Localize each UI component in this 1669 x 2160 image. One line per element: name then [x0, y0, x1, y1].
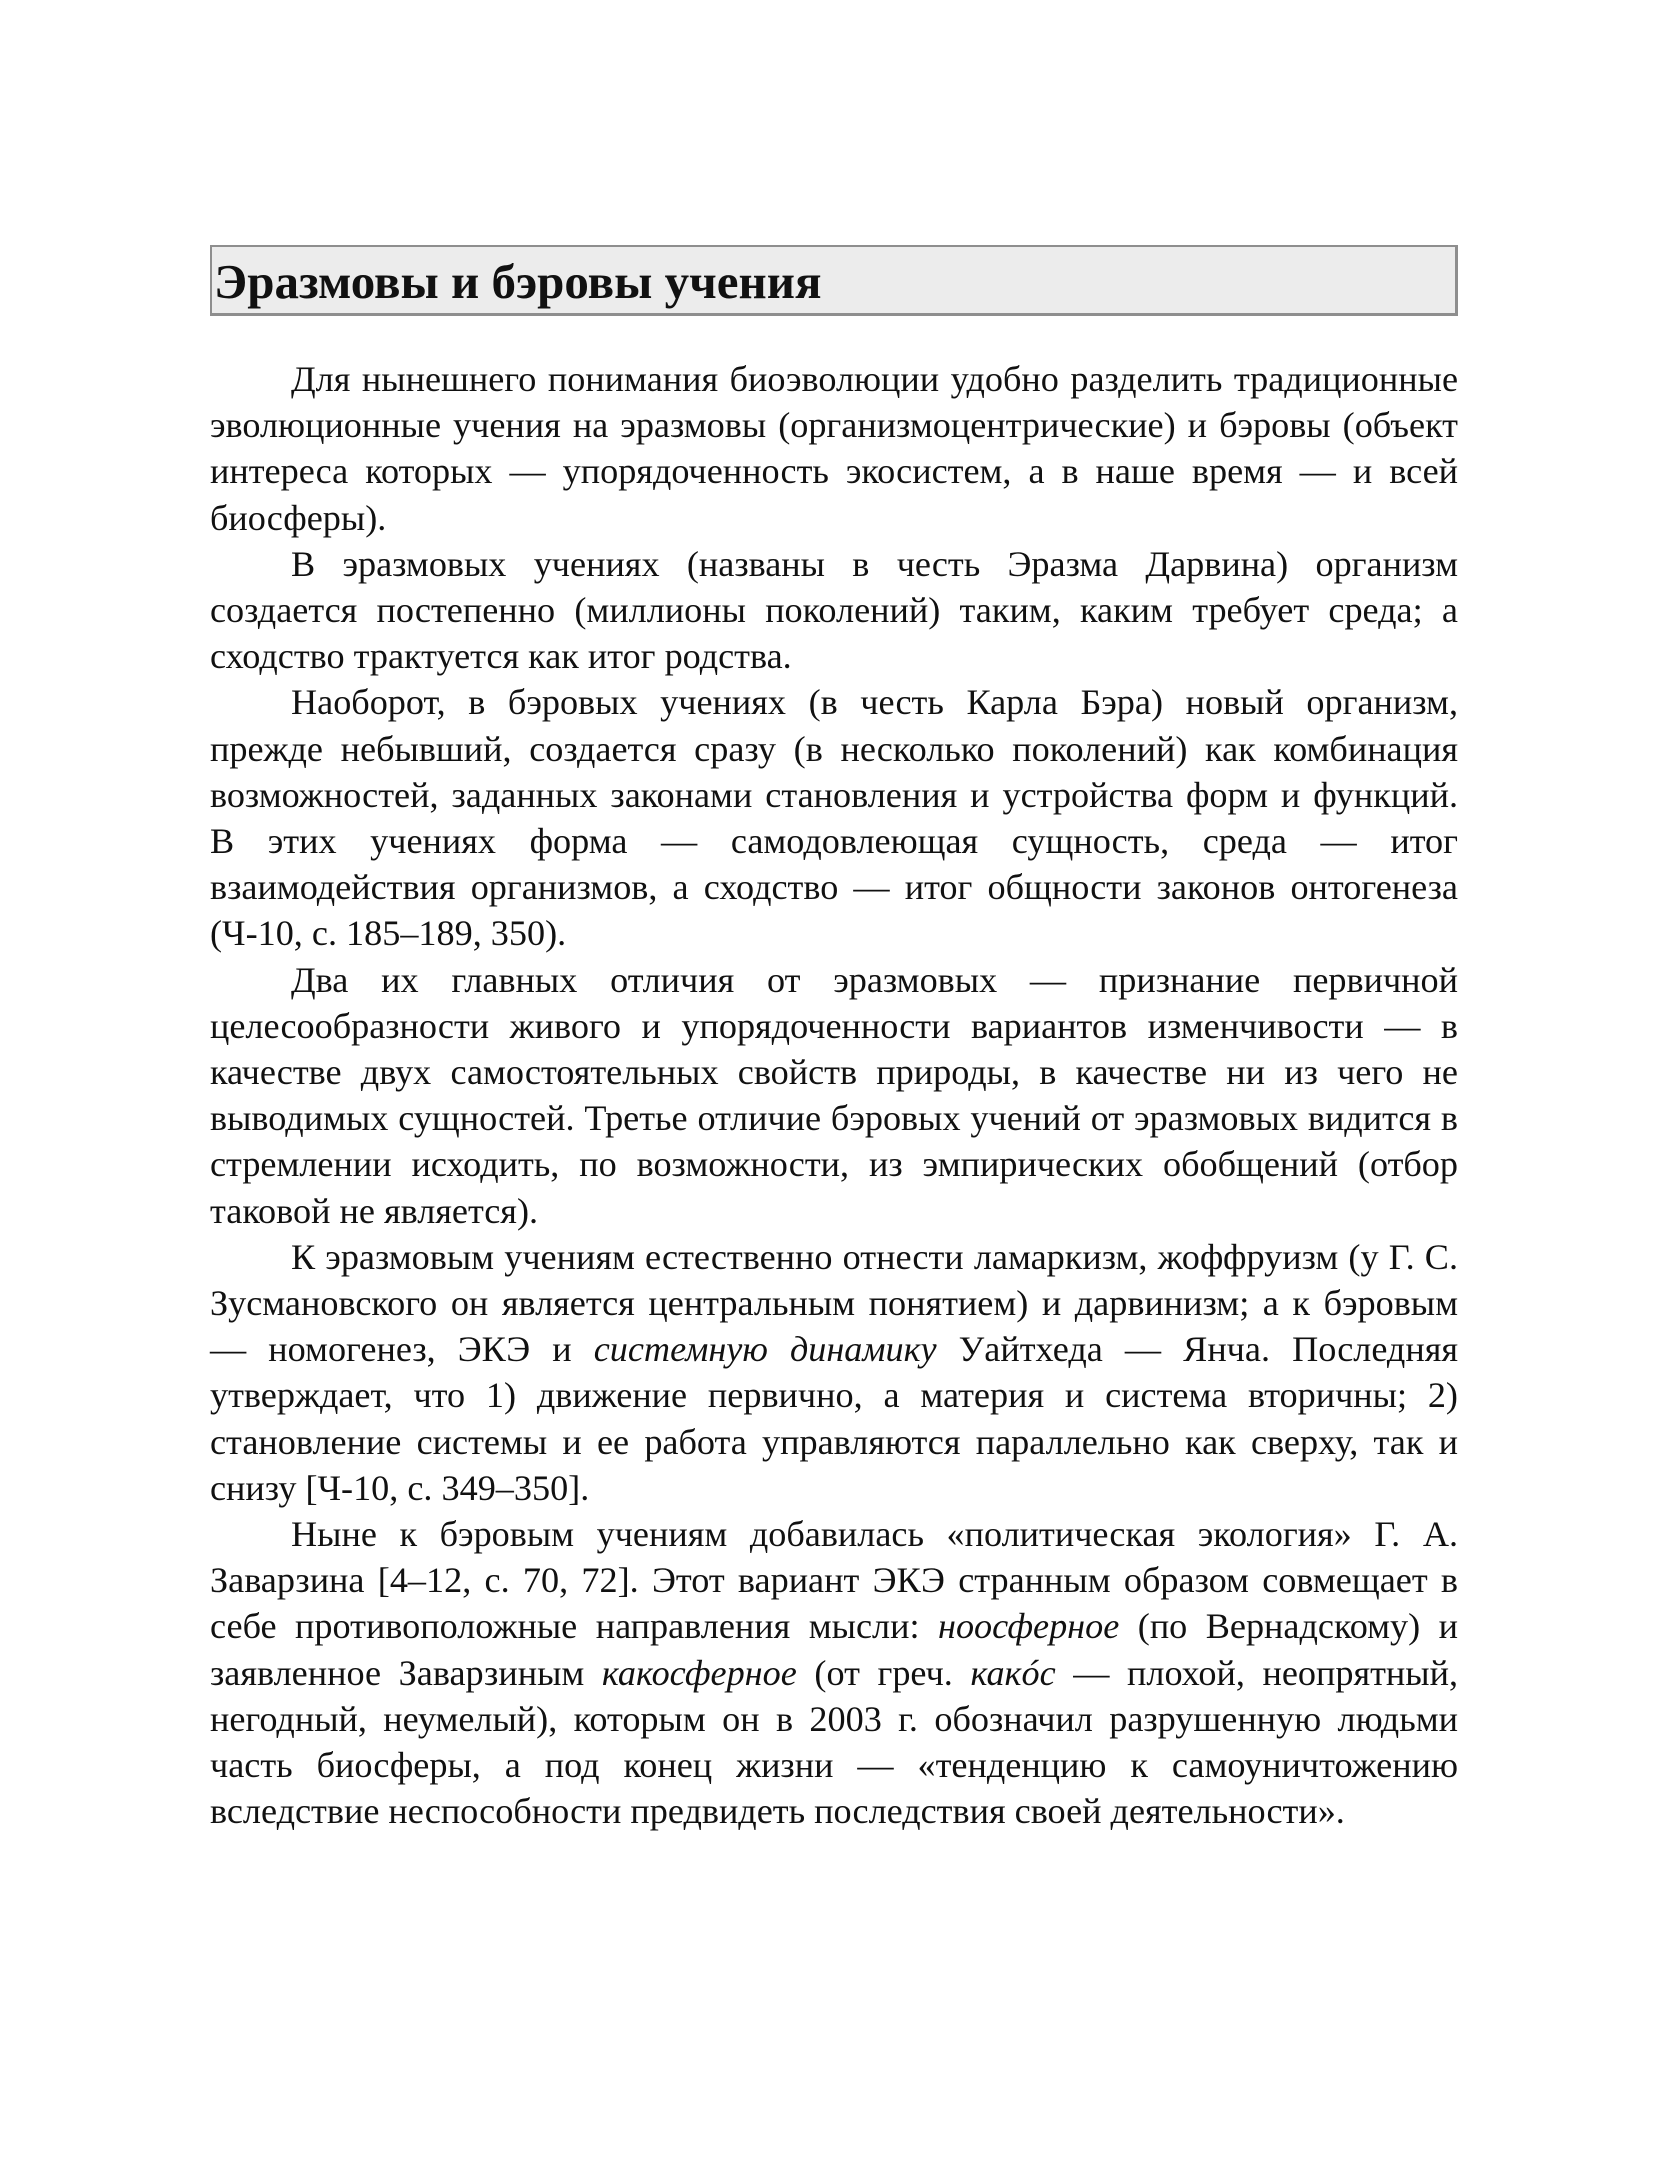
text-run: Для нынешнего понимания биоэволюции удобно разделить традиционные эволюционные учения на эразмовы (организмоцентрические) и бэровы (объект интереса которых — упорядоченность экосистем, а в наше время — и всей биосферы).: [210, 359, 1458, 538]
text-run: — плохой, неопрятный, негодный, неумелый), которым он в 2003 г. обозначил разрушенную людьми часть биосферы, а под конец жизни — «тенденцию к самоуничтожению вследствие неспособности предвидеть последствия своей деятельности».: [210, 1652, 1459, 1832]
document-page: [210, 245, 1458, 1835]
text-run: (по Вернадскому) и заявленное Заварзиным: [210, 1606, 1459, 1693]
text-run: Уайтхеда — Янча. Последняя утверждает, что 1) движение первично, а материя и система вторичны; 2) становление системы и ее работа управляются параллельно как сверху, так и снизу [Ч-10, с. 349–350].: [210, 1329, 1458, 1508]
body-text: [210, 356, 1458, 1835]
text-run: Наоборот, в бэровых учениях (в честь Карла Бэра) новый организм, прежде небывший, создается сразу (в несколько поколений) как комбинация возможностей, заданных законами становления и устройства форм и функций. В этих учениях форма — самодовлеющая сущность, среда — итог взаимодействия организмов, а сходство — итог общности законов онтогенеза (Ч-10, с. 185–189, 350).: [210, 682, 1458, 954]
paragraph: [210, 1234, 1458, 1511]
text-run: Два их главных отличия от эразмовых — признание первичной целесообразности живого и упорядоченности вариантов изменчивости — в качестве двух самостоятельных свойств природы, в качестве ни из чего не выводимых сущностей. Третье отличие бэровых учений от эразмовых видится в стремлении исходить, по возможности, из эмпирических обобщений (отбор таковой не является).: [210, 959, 1458, 1231]
paragraph: [210, 356, 1458, 541]
text-run: В эразмовых учениях (названы в честь Эразма Дарвина) организм создается постепенно (миллионы поколений) таким, каким требует среда; а сходство трактуется как итог родства.: [210, 543, 1458, 677]
paragraph: [210, 541, 1458, 680]
paragraph: [210, 957, 1458, 1234]
text-run: К эразмовым учениям естественно отнести ламаркизм, жоффруизм (у Г. С. Зусмановского он является центральным понятием) и дарвинизм; а к бэровым — номогенез, ЭКЭ и: [210, 1236, 1458, 1370]
text-run: (от греч.: [796, 1652, 971, 1693]
section-heading-box: [210, 245, 1458, 316]
paragraph: [210, 1511, 1458, 1834]
italic-term: какóс: [970, 1652, 1056, 1693]
italic-term: какосферное: [601, 1652, 797, 1693]
section-heading: Эразмовы и бэровы учения: [214, 253, 822, 309]
paragraph: [210, 679, 1458, 956]
italic-term: системную динамику: [593, 1329, 937, 1370]
text-run: Ныне к бэровым учениям добавилась «политическая экология» Г. А. Заварзина [4–12, с. 70, 72]. Этот вариант ЭКЭ странным образом совмещает в себе противоположные направления мысли:: [210, 1514, 1458, 1647]
italic-term: ноосферное: [938, 1606, 1120, 1647]
